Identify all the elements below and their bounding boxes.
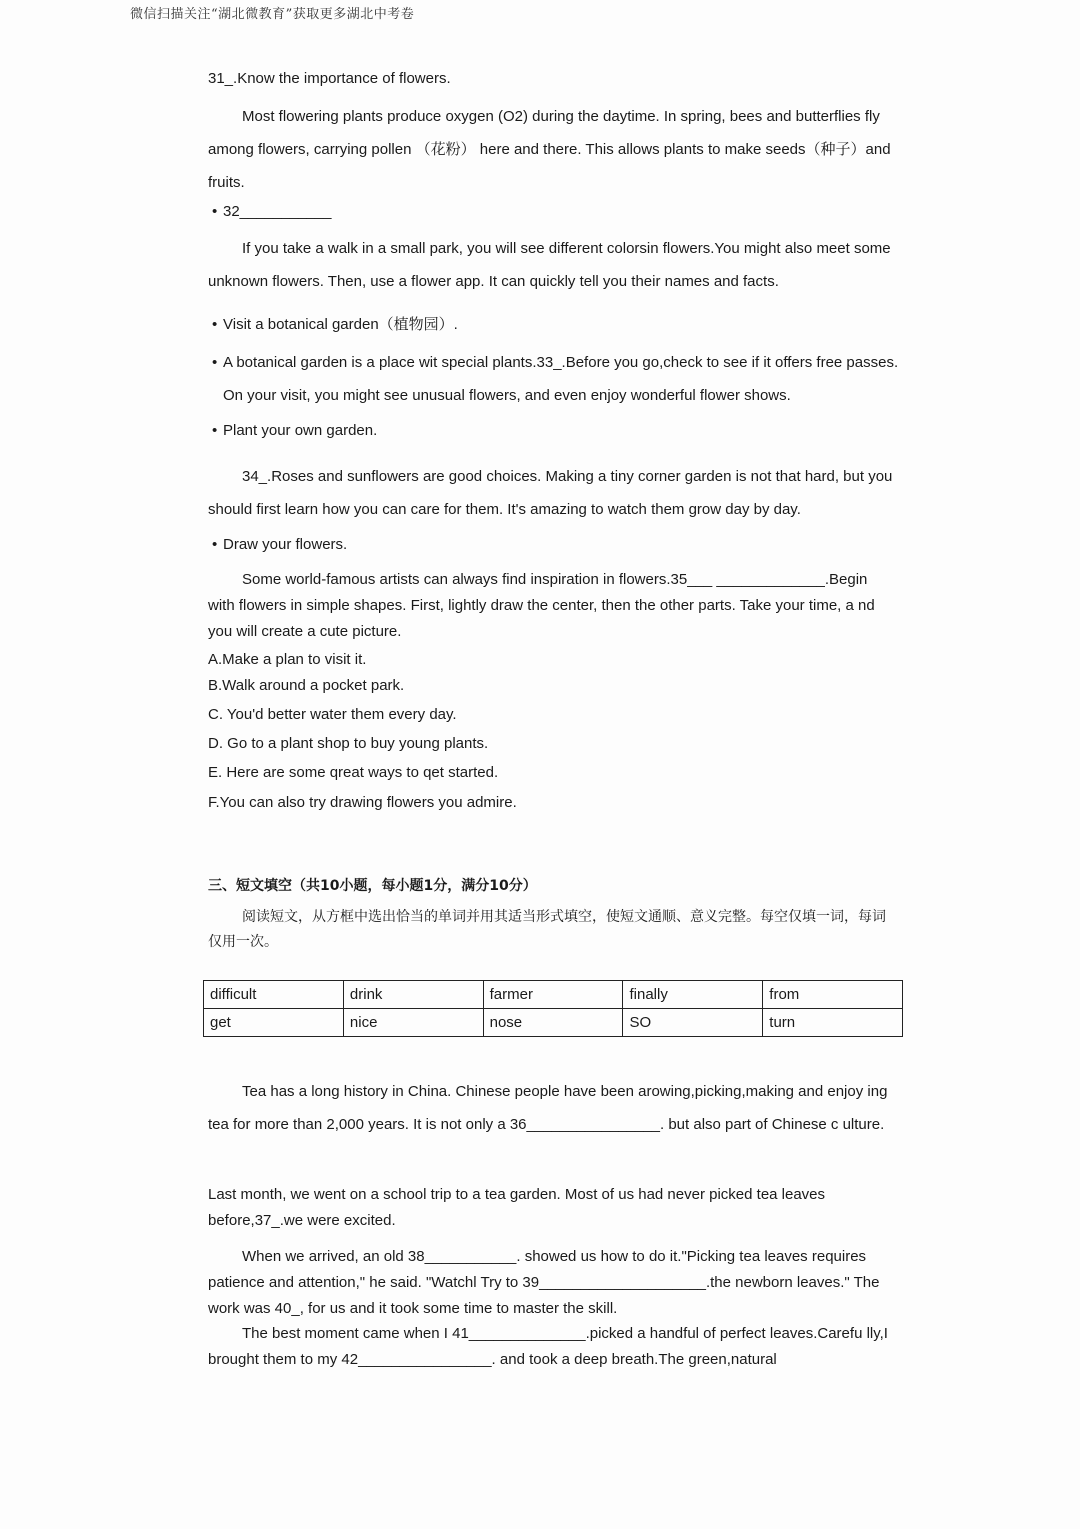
bullet-icon: • [212,422,218,439]
option-b: B.Walk around a pocket park. [208,677,405,694]
bullet-draw-flowers [208,528,898,561]
bullet-draw-flowers-text: Draw your flowers. [223,536,348,553]
word-bank-cell: from [763,981,903,1009]
bullet-visit-garden [208,308,898,341]
option-d: D. Go to a plant shop to buy young plants. [208,735,489,752]
bullet-icon: • [212,354,218,371]
option-a: A.Make a plan to visit it. [208,651,367,668]
section-3-title: 三、短文填空（共10小题，每小题1分，满分10分） [208,878,537,894]
word-bank-row [204,1009,903,1037]
bullet-botanical-garden-text: A botanical garden is a place wit special plants.33_.Before you go,check to see if it offers free passes. On your visit, you might see unusual flowers, and even enjoy wonderful flower shows. [223,354,899,404]
bullet-icon: • [212,316,218,333]
word-bank-cell: SO [623,1009,763,1037]
option-e: E. Here are some qreat ways to qet started. [208,764,499,781]
bullet-plant-garden [208,414,898,447]
paragraph-3: 34_.Roses and sunflowers are good choices. Making a tiny corner garden is not that hard, but you should first learn how you can care for them. It's amazing to watch them grow day by day. [208,468,893,518]
q32-heading: 32___________ [223,203,332,220]
page-header: 微信扫描关注“湖北微教育”获取更多湖北中考卷 [130,7,415,22]
word-bank-cell: nice [343,1009,483,1037]
word-bank-cell: get [204,1009,344,1037]
option-f: F.You can also try drawing flowers you admire. [208,794,517,811]
word-bank-cell: turn [763,1009,903,1037]
bullet-visit-garden-text: Visit a botanical garden（植物园）. [223,316,458,333]
section-3-instructions: 阅读短文，从方框中选出恰当的单词并用其适当形式填空，使短文通顺、意义完整。每空仅填一词，每词仅用一次。 [208,909,886,950]
q31-heading: 31_.Know the importance of flowers. [208,70,451,87]
bullet-botanical-garden [208,346,898,416]
paragraph-2: If you take a walk in a small park, you will see different colorsin flowers.You might also meet some unknown flowers. Then, use a flower app. It can quickly tell you their names and facts. [208,240,891,290]
word-bank-cell: difficult [204,981,344,1009]
passage-paragraph-3: When we arrived, an old 38___________. showed us how to do it."Picking tea leaves requires patience and attention," he said. "Watchl Try to 39____________________.the newborn leaves." The work was 40_, for us and it took some time to master the skill. [208,1248,880,1317]
word-bank-cell: drink [343,981,483,1009]
paragraph-4: Some world-famous artists can always find inspiration in flowers.35___ _____________.Begin with flowers in simple shapes. First, lightly draw the center, then the other parts. Take your time, a nd you will create a cute picture. [208,571,875,640]
word-bank-table [203,980,903,1037]
passage-paragraph-1: Tea has a long history in China. Chinese people have been arowing,picking,making and enjoy ing tea for more than 2,000 years. It is not only a 36________________. but also part of Chinese c ulture. [208,1083,888,1133]
word-bank-row [204,981,903,1009]
word-bank-cell: nose [483,1009,623,1037]
word-bank-cell: finally [623,981,763,1009]
bullet-icon: • [212,536,218,553]
word-bank-cell: farmer [483,981,623,1009]
passage-paragraph-2: Last month, we went on a school trip to a tea garden. Most of us had never picked tea leaves before,37_.we were excited. [208,1186,826,1229]
q32-line [208,197,898,227]
bullet-icon: • [212,203,218,220]
paragraph-1: Most flowering plants produce oxygen (O2) during the daytime. In spring, bees and butterflies fly among flowers, carrying pollen （花粉） here and there. This allows plants to make seeds（种子）and fruits. [208,108,891,191]
passage-paragraph-4: The best moment came when I 41______________.picked a handful of perfect leaves.Carefu lly,I brought them to my 42________________. and took a deep breath.The green,natural [208,1325,888,1368]
bullet-plant-garden-text: Plant your own garden. [223,422,378,439]
option-c: C. You'd better water them every day. [208,706,457,723]
